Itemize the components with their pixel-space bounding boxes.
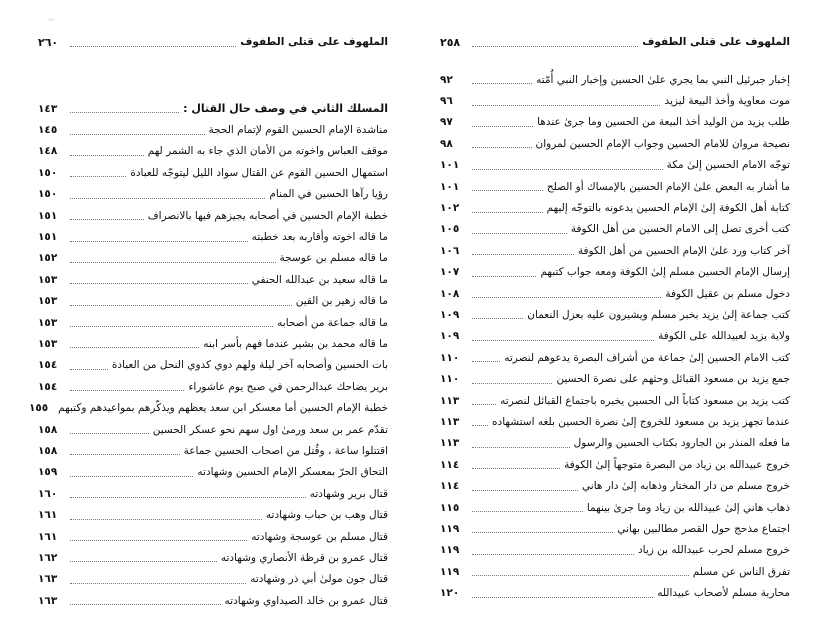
toc-entry — [38, 184, 388, 205]
entry-title: ما قاله مسلم بن عوسجة — [279, 252, 388, 265]
running-header — [38, 34, 388, 50]
dot-leader — [70, 540, 247, 541]
toc-entry — [38, 376, 388, 397]
entry-title: ما قاله محمد بن بشير عندما فهم بأسر ابنه — [203, 337, 388, 350]
dot-leader — [70, 476, 193, 477]
entry-page-number: ١٥١ — [38, 209, 58, 222]
entry-page-number: ١٥٨ — [38, 444, 58, 457]
toc-entry — [38, 355, 388, 376]
toc-entry — [440, 390, 790, 411]
entry-title: اقتتلوا ساعة ، وقُتل من اصحاب الحسين جماعة — [183, 444, 388, 457]
entry-page-number: ٩٢ — [440, 73, 453, 86]
dot-leader — [70, 305, 292, 306]
entry-title: ما قاله سعيد بن عبدالله الحنفي — [251, 273, 388, 286]
dot-leader — [70, 369, 108, 370]
entry-page-number: ١٥٠ — [38, 166, 58, 179]
dot-leader — [472, 468, 560, 469]
entry-page-number: ١٥٤ — [38, 380, 58, 393]
dot-leader — [70, 326, 273, 327]
entry-page-number: ١١٩ — [440, 565, 460, 578]
entry-title: موت معاوية وأخذ البيعة ليزيد — [664, 95, 790, 108]
toc-entry — [440, 304, 790, 325]
dot-leader — [70, 347, 199, 348]
entry-title: ذهاب هاني إلىٰ عبيدالله بن زياد وما جرىٰ بينهما — [586, 501, 790, 514]
toc-entry — [440, 540, 790, 561]
entry-title: رؤيا رآها الحسين في المنام — [269, 188, 388, 201]
toc-entry — [38, 119, 388, 140]
entry-title: بات الحسين وأصحابه آخر ليلة ولهم دوي كدوي النحل من العبادة — [111, 359, 388, 372]
entry-page-number: ١٥٨ — [38, 423, 58, 436]
toc-entry — [440, 219, 790, 240]
toc-entry — [38, 333, 388, 354]
entry-title: خطبة الإمام الحسين أما معسكر ابن سعد يعظهم ويذكّرهم بمواعيدهم وكتبهم — [58, 402, 388, 415]
toc-entry — [38, 483, 388, 504]
entry-title: قتال وهب بن حباب وشهادته — [265, 509, 388, 522]
left-page — [28, 0, 388, 640]
dot-leader — [472, 597, 653, 598]
toc-entry — [440, 561, 790, 582]
dot-leader — [472, 361, 500, 362]
entry-page-number: ٩٨ — [440, 137, 453, 150]
dot-leader — [70, 561, 217, 562]
dot-leader — [70, 497, 306, 498]
dot-leader — [472, 511, 583, 512]
dot-leader — [70, 155, 144, 156]
dot-leader — [472, 254, 574, 255]
entry-title: دخول مسلم بن عقيل الكوفة — [665, 287, 790, 300]
entry-page-number: ٩٦ — [440, 95, 453, 108]
dot-leader — [472, 147, 532, 148]
entry-page-number: ١١٠ — [440, 373, 460, 386]
entry-page-number: ١٤٨ — [38, 145, 58, 158]
entry-title: خروج عبيدالله بن زياد من البصرة متوجهاً إلىٰ الكوفة — [564, 458, 790, 471]
entry-page-number: ٩٧ — [440, 116, 453, 129]
entry-page-number: ١٤٥ — [38, 124, 58, 137]
dot-leader — [472, 404, 496, 405]
toc-entry — [38, 269, 388, 290]
toc-entry — [38, 419, 388, 440]
entry-title: ولاية يزيد لعبيدالله على الكوفة — [658, 330, 790, 343]
entry-title: قتال برير وشهادته — [309, 487, 388, 500]
entry-page-number: ١٠٧ — [440, 266, 460, 279]
toc-entry — [38, 440, 388, 461]
entry-page-number: ١١٤ — [440, 480, 460, 493]
entry-page-number: ١٦٣ — [38, 594, 58, 607]
entry-title: ما فعله المنذر بن الجارود بكتاب الحسين والرسول — [573, 437, 790, 450]
dot-leader — [472, 318, 523, 319]
entry-title: كتابة أهل الكوفة إلىٰ الإمام الحسين يدعونه بالتوجّه إليهم — [546, 202, 790, 215]
toc-entry — [440, 368, 790, 389]
entry-title: مناشدة الإمام الحسين القوم لإتمام الحجة — [208, 124, 388, 137]
entry-page-number: ١٥٣ — [38, 337, 58, 350]
entry-page-number: ١٥٤ — [38, 359, 58, 372]
toc-entry — [38, 462, 388, 483]
right-page — [440, 0, 790, 640]
dot-leader — [472, 425, 488, 426]
dot-leader — [472, 383, 552, 384]
toc-entry — [440, 411, 790, 432]
dot-leader — [472, 105, 660, 106]
entry-page-number: ١٠٩ — [440, 308, 460, 321]
dot-leader — [472, 340, 654, 341]
entry-page-number: ١٥٢ — [38, 252, 58, 265]
table-of-contents — [28, 98, 388, 611]
dot-leader — [472, 554, 634, 555]
toc-entry — [440, 262, 790, 283]
entry-title: ما قاله جماعة من أصحابه — [277, 316, 388, 329]
toc-entry — [440, 326, 790, 347]
entry-page-number: ١٠٨ — [440, 287, 460, 300]
toc-entry — [440, 582, 790, 603]
toc-entry — [440, 433, 790, 454]
dot-leader — [70, 241, 248, 242]
toc-entry — [440, 454, 790, 475]
toc-entry — [38, 226, 388, 247]
entry-title: ما أشار به البعض علىٰ الإمام الحسين بالإمساك أو الصلح — [546, 180, 790, 193]
entry-title: نصيحة مروان للامام الحسين وجواب الإمام الحسين لمروان — [535, 137, 790, 150]
entry-title: تفرق الناس عن مسلم — [692, 565, 790, 578]
entry-page-number: ١٠١ — [440, 180, 460, 193]
entry-page-number: ١٢٠ — [440, 587, 460, 600]
toc-entry — [440, 133, 790, 154]
entry-title: ما قاله اخوته وأقاربه بعد خطبته — [251, 231, 388, 244]
entry-page-number: ١٥٣ — [38, 295, 58, 308]
dot-leader — [472, 233, 567, 234]
toc-entry — [440, 347, 790, 368]
dot-leader — [70, 198, 265, 199]
entry-title: خروج مسلم لحرب عبيدالله بن زياد — [637, 544, 790, 557]
dot-leader — [70, 390, 184, 391]
entry-page-number: ١٠١ — [440, 159, 460, 172]
dot-leader — [472, 169, 663, 170]
dot-leader — [70, 219, 144, 220]
entry-page-number: ١١٥ — [440, 501, 460, 514]
toc-entry — [440, 90, 790, 111]
entry-page-number: ١٠٦ — [440, 244, 460, 257]
entry-title: قتال عمرو بن قرظة الأنصاري وشهادته — [220, 551, 388, 564]
entry-title: اجتماع مذحج حول القصر مطالبين بهاني — [617, 522, 790, 535]
entry-page-number: ١١٣ — [440, 437, 460, 450]
entry-title: استمهال الحسين القوم عن القتال سواد الليل ليتوجّه للعبادة — [130, 166, 388, 179]
toc-entry — [440, 518, 790, 539]
entry-page-number: ١١٠ — [440, 351, 460, 364]
toc-entry — [38, 504, 388, 525]
toc-section-heading — [38, 98, 388, 119]
entry-title: كتب جماعة إلىٰ يزيد بخبر مسلم ويشيرون عليه بعزل النعمان — [527, 308, 790, 321]
entry-title: كتب يزيد بن مسعود كتاباً الى الحسين يخبره باجتماع القبائل لنصرته — [500, 394, 790, 407]
toc-entry — [440, 475, 790, 496]
entry-page-number: ١١٩ — [440, 544, 460, 557]
toc-entry — [38, 547, 388, 568]
entry-page-number: ١٥١ — [38, 231, 58, 244]
entry-page-number: ١١٩ — [440, 522, 460, 535]
toc-entry — [440, 155, 790, 176]
toc-entry — [28, 397, 388, 418]
running-header — [440, 34, 790, 50]
dot-leader — [70, 134, 205, 135]
dot-leader — [70, 519, 262, 520]
entry-title: محاربة مسلم لأصحاب عبيدالله — [657, 587, 790, 600]
entry-title: المسلك الثاني في وصف حال القتال : — [183, 102, 388, 116]
toc-entry — [38, 526, 388, 547]
dot-leader — [70, 433, 149, 434]
entry-page-number: ١٥٣ — [38, 273, 58, 286]
toc-entry — [38, 248, 388, 269]
book-title: الملهوف على قتلى الطفوف — [642, 36, 790, 48]
toc-entry — [38, 291, 388, 312]
dot-leader — [472, 297, 661, 298]
entry-page-number: ١٦٠ — [38, 487, 58, 500]
dot-leader — [70, 604, 221, 605]
toc-entry — [38, 590, 388, 611]
entry-title: كتب الامام الحسين إلىٰ جماعة من أشراف البصرة يدعوهم لنصرته — [504, 351, 790, 364]
entry-title: قتال جون مولىٰ أبي ذر وشهادته — [250, 573, 388, 586]
dot-leader — [70, 283, 248, 284]
entry-title: جمع يزيد بن مسعود القبائل وحثهم على نصرة الحسين — [556, 373, 790, 386]
entry-title: توجّه الامام الحسين إلىٰ مكة — [666, 159, 790, 172]
toc-entry — [440, 240, 790, 261]
page-number: ٢٦٠ — [38, 35, 59, 49]
toc-entry — [440, 176, 790, 197]
dot-leader — [472, 83, 532, 84]
dot-leader — [70, 112, 179, 113]
dot-leader — [70, 176, 126, 177]
entry-title: طلب يزيد من الوليد أخذ البيعة من الحسين وما جرىٰ عندها — [537, 116, 790, 129]
toc-entry — [38, 162, 388, 183]
dot-leader — [472, 190, 543, 191]
toc-entry — [440, 69, 790, 90]
entry-page-number: ١١٤ — [440, 458, 460, 471]
entry-title: برير يضاحك عبدالرحمن في صبح يوم عاشوراء — [188, 380, 388, 393]
entry-page-number: ١١٣ — [440, 415, 460, 428]
entry-title: كتب أخرى تصل إلى الامام الحسين من أهل الكوفة — [570, 223, 790, 236]
entry-page-number: ١٦٣ — [38, 573, 58, 586]
book-title: الملهوف على قتلى الطفوف — [240, 36, 388, 48]
dot-leader — [70, 454, 180, 455]
entry-page-number: ١٥٣ — [38, 316, 58, 329]
dot-leader — [472, 126, 533, 127]
entry-page-number: ١٥٥ — [28, 402, 49, 415]
entry-page-number: ١١٣ — [440, 394, 460, 407]
entry-page-number: ١٠٢ — [440, 202, 460, 215]
entry-page-number: ١٠٥ — [440, 223, 460, 236]
toc-entry — [440, 112, 790, 133]
entry-page-number: ١٠٩ — [440, 330, 460, 343]
entry-page-number: ١٦١ — [38, 530, 58, 543]
entry-page-number: ١٥٠ — [38, 188, 58, 201]
toc-entry — [440, 197, 790, 218]
toc-entry — [38, 569, 388, 590]
entry-title: آخر كتاب ورد علىٰ الإمام الحسين من أهل الكوفة — [577, 244, 790, 257]
table-of-contents — [440, 69, 790, 604]
dot-leader — [472, 575, 689, 576]
entry-page-number: ١٦٢ — [38, 551, 58, 564]
entry-title: ما قاله زهير بن القين — [295, 295, 388, 308]
dot-leader — [472, 447, 570, 448]
dot-leader — [70, 583, 246, 584]
dot-leader — [472, 212, 543, 213]
entry-title: قتال مسلم بن عوسجة وشهادته — [251, 530, 388, 543]
entry-title: إخبار جبرئيل النبي بما يجري علىٰ الحسين وإخبار النبي أُمّته — [536, 73, 790, 86]
entry-title: التحاق الحرّ بمعسكر الإمام الحسين وشهادته — [197, 466, 388, 479]
entry-title: عندما تجهز يزيد بن مسعود للخروج إلىٰ نصرة الحسين بلغه استشهاده — [492, 415, 790, 428]
toc-entry — [38, 312, 388, 333]
entry-page-number: ١٥٩ — [38, 466, 58, 479]
toc-entry — [38, 205, 388, 226]
entry-page-number: ١٦١ — [38, 509, 58, 522]
entry-title: إرسال الإمام الحسين مسلم إلىٰ الكوفة ومعه جواب كتبهم — [540, 266, 790, 279]
dot-leader — [472, 532, 613, 533]
dot-leader — [472, 276, 536, 277]
entry-title: خطبة الإمام الحسين في أصحابه يجيزهم فيها بالانصراف — [147, 209, 388, 222]
dot-leader — [472, 46, 638, 47]
dot-leader — [70, 46, 236, 47]
entry-title: قتال عمرو بن خالد الصيداوي وشهادته — [224, 594, 388, 607]
entry-title: تقدّم عمر بن سعد ورمىٰ اول سهم نحو عسكر الحسين — [152, 423, 388, 436]
toc-entry — [38, 141, 388, 162]
toc-entry — [440, 283, 790, 304]
entry-page-number: ١٤٣ — [38, 102, 58, 115]
page-number: ٢٥٨ — [440, 35, 461, 49]
dot-leader — [70, 262, 276, 263]
entry-title: موقف العباس واخوته من الأمان الذي جاء به الشمر لهم — [147, 145, 388, 158]
entry-title: خروج مسلم من دار المختار وذهابه إلىٰ دار هاني — [582, 480, 790, 493]
toc-entry — [440, 497, 790, 518]
dot-leader — [472, 490, 578, 491]
